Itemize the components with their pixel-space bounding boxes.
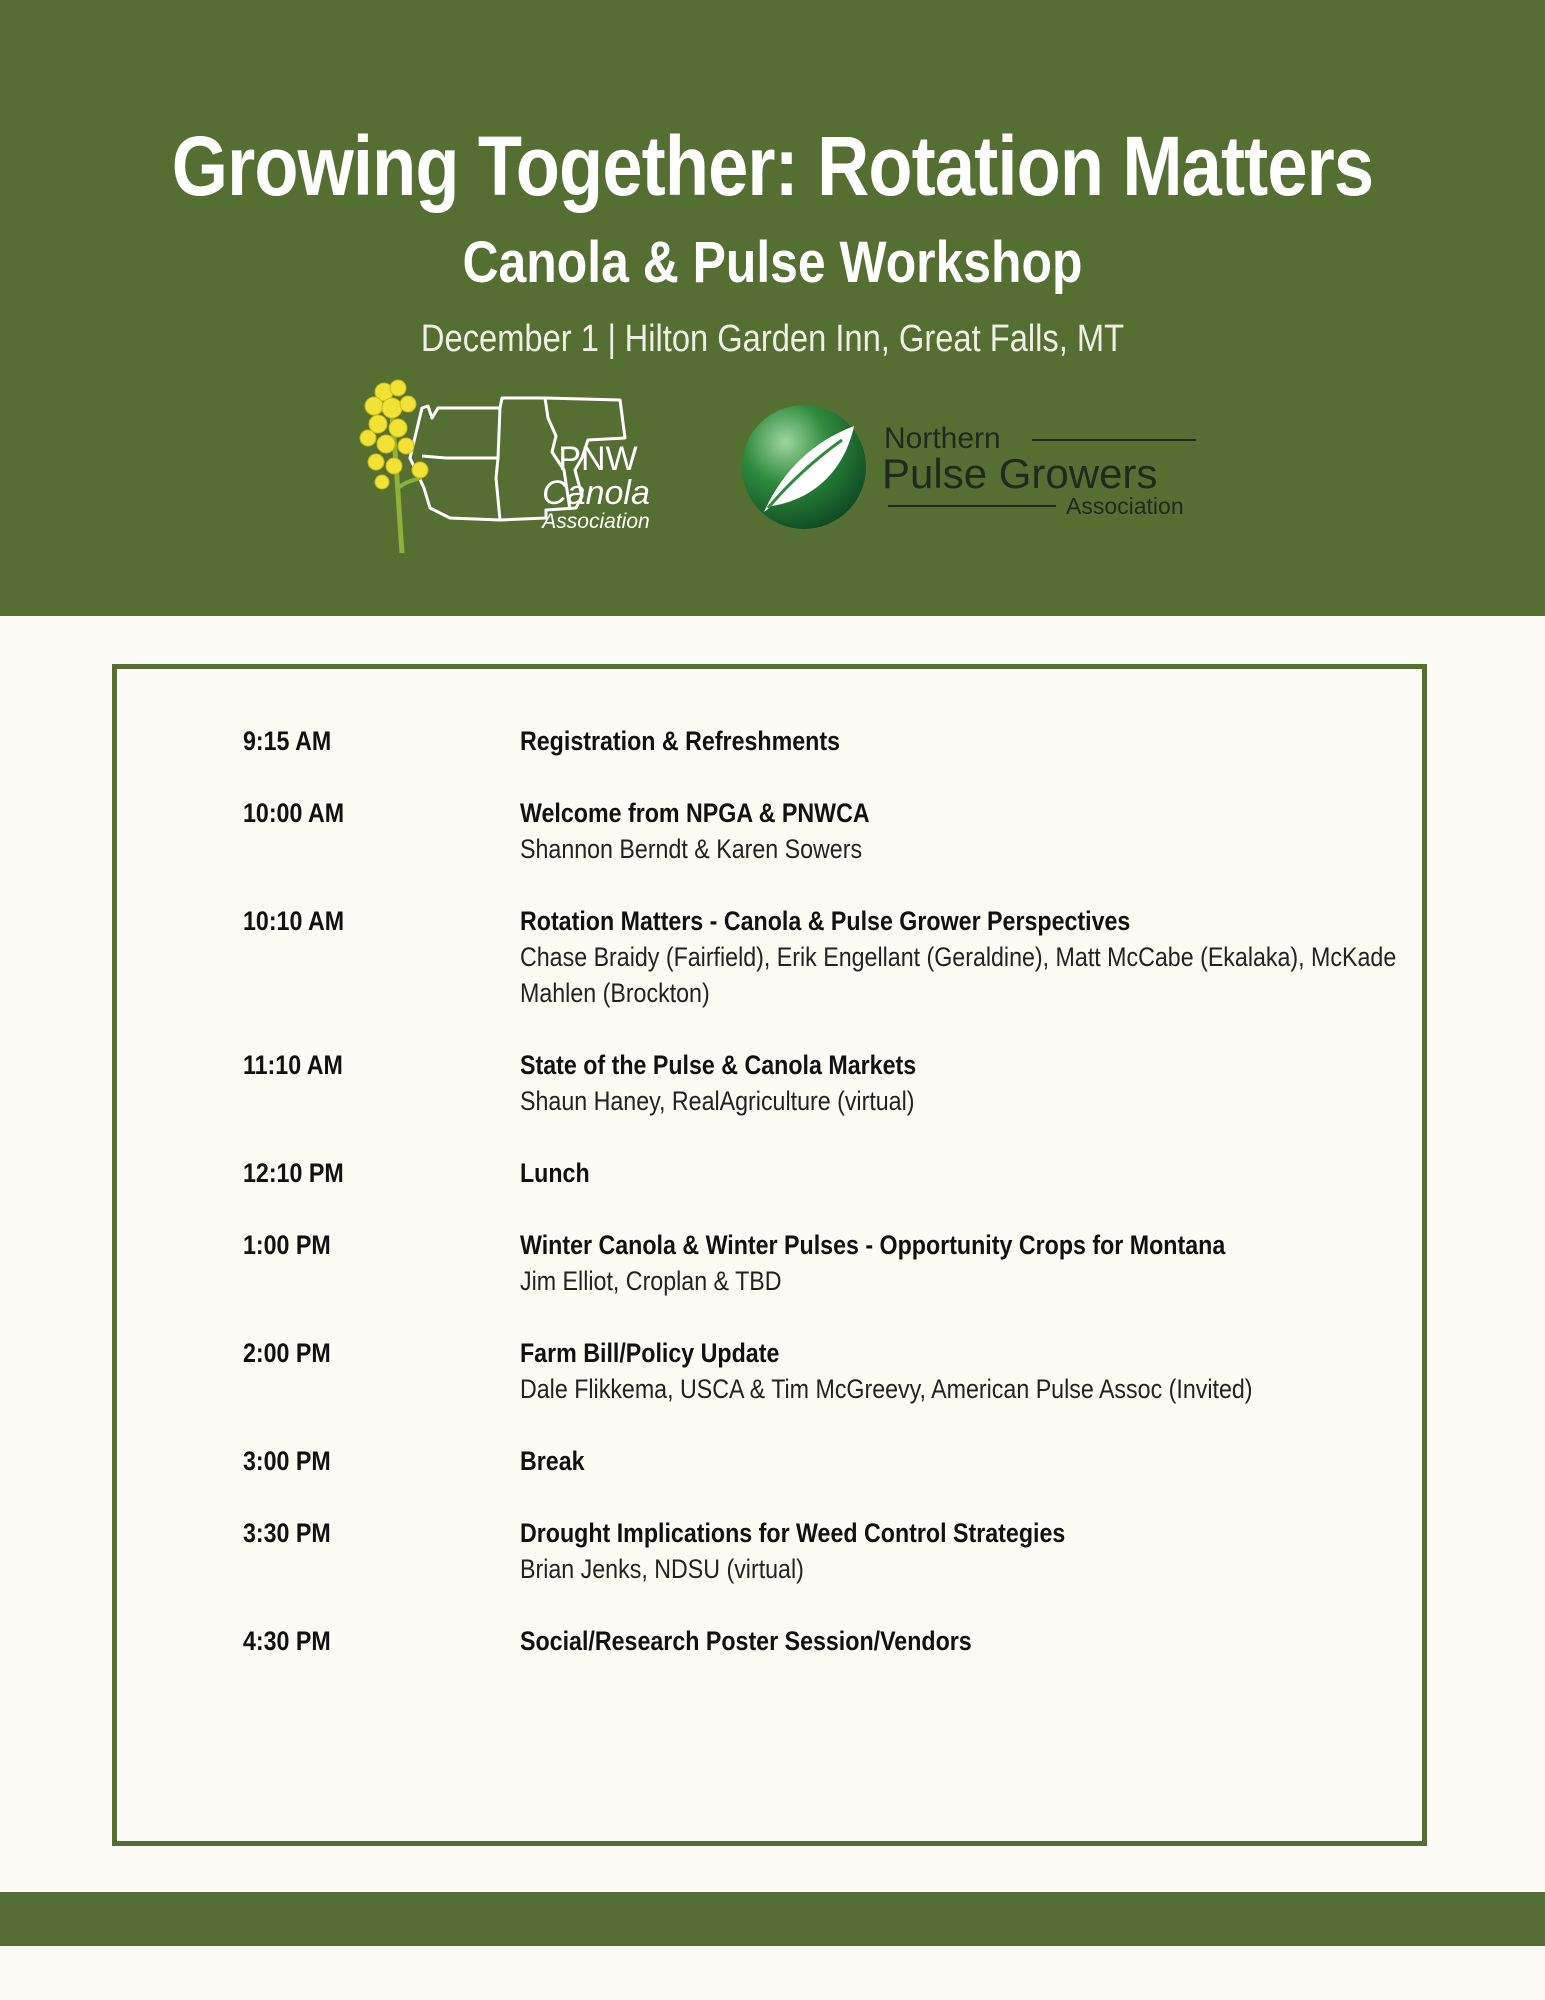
- event-venue: Hilton Garden Inn, Great Falls, MT: [624, 318, 1125, 360]
- pnw-canola-logo: [350, 378, 690, 558]
- agenda-time: 4:30 PM: [243, 1626, 331, 1656]
- canola-logo-line2: Canola: [542, 474, 650, 512]
- pulse-logo-line1: Northern: [884, 422, 1001, 455]
- footer-band: [0, 1892, 1545, 1946]
- agenda-time: 3:00 PM: [243, 1446, 331, 1476]
- agenda-title: State of the Pulse & Canola Markets: [520, 1050, 917, 1080]
- agenda-title: Drought Implications for Weed Control Strategies: [520, 1518, 1066, 1548]
- agenda-speakers: Shaun Haney, RealAgriculture (virtual): [520, 1086, 915, 1116]
- agenda-title: Rotation Matters - Canola & Pulse Grower Perspectives: [520, 906, 1131, 936]
- agenda-speakers: Jim Elliot, Croplan & TBD: [520, 1266, 782, 1296]
- pulse-logo-line2: Pulse Growers: [882, 450, 1158, 497]
- agenda-title: Farm Bill/Policy Update: [520, 1338, 780, 1368]
- header-banner: [0, 0, 1545, 616]
- northern-pulse-growers-logo: [742, 402, 1222, 532]
- agenda-box: [112, 664, 1427, 1846]
- agenda-speakers: Brian Jenks, NDSU (virtual): [520, 1554, 804, 1584]
- agenda-time: 10:00 AM: [243, 798, 345, 828]
- agenda-time: 2:00 PM: [243, 1338, 331, 1368]
- agenda-title: Lunch: [520, 1158, 590, 1188]
- canola-logo-line1: PNW: [558, 440, 638, 478]
- agenda-time: 10:10 AM: [243, 906, 345, 936]
- agenda-speakers: Shannon Berndt & Karen Sowers: [520, 834, 863, 864]
- pulse-logo-line3: Association: [1066, 493, 1184, 519]
- agenda-speakers: Dale Flikkema, USCA & Tim McGreevy, American Pulse Assoc (Invited): [520, 1374, 1253, 1404]
- canola-logo-line3: Association: [542, 510, 650, 533]
- agenda-time: 9:15 AM: [243, 726, 332, 756]
- page-subtitle: Canola & Pulse Workshop: [462, 230, 1083, 295]
- leaf-globe-icon: [742, 405, 866, 529]
- canola-flower-icon: [360, 380, 428, 553]
- agenda-title: Registration & Refreshments: [520, 726, 841, 756]
- agenda-time: 3:30 PM: [243, 1518, 331, 1548]
- agenda-title: Social/Research Poster Session/Vendors: [520, 1626, 972, 1656]
- agenda-time: 11:10 AM: [243, 1050, 343, 1080]
- agenda-time: 1:00 PM: [243, 1230, 331, 1260]
- event-date: December 1: [420, 318, 599, 360]
- agenda-title: Break: [520, 1446, 585, 1476]
- date-venue-line: [108, 314, 1437, 364]
- agenda-title: Winter Canola & Winter Pulses - Opportunity Crops for Montana: [520, 1230, 1226, 1260]
- agenda-time: 12:10 PM: [243, 1158, 344, 1188]
- date-separator: |: [607, 318, 617, 360]
- agenda-speakers: Chase Braidy (Fairfield), Erik Engellant (Geraldine), Matt McCabe (Ekalaka), McKade Mahlen (Brockton): [520, 942, 1397, 1008]
- agenda-title: Welcome from NPGA & PNWCA: [520, 798, 870, 828]
- page-title: Growing Together: Rotation Matters: [171, 119, 1374, 213]
